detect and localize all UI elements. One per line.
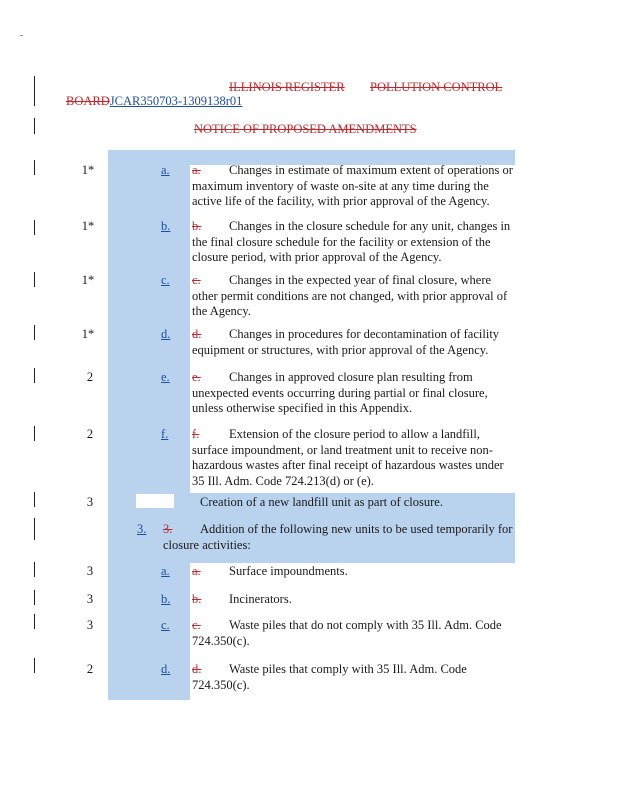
item-text: Changes in procedures for decontamination of facility equipment or structures, with prior approval of the Agency. [192,327,500,357]
item-new-label: c. [161,273,170,287]
sub-item-old-label: a. [192,564,201,578]
sub-item-new-label: a. [161,564,170,578]
change-bar [34,614,35,629]
item-class: 1* [81,273,95,287]
change-bar [34,368,35,383]
item-text: Changes in approved closure plan resulting from unexpected events occurring during partial or final closure, unless otherwise specified in this Appendix. [192,370,488,415]
item-old-label: b. [192,219,202,233]
change-bar [34,492,35,507]
sub-item-new-label: c. [161,618,170,632]
addition-old-label: 3. [163,522,173,536]
notice-title: NOTICE OF PROPOSED AMENDMENTS [194,122,417,136]
sub-item-text: Surface impoundments. [229,564,348,578]
item-old-label: f. [192,427,200,441]
item-class: 1* [81,327,95,341]
sub-item-text: Waste piles that comply with 35 Ill. Adm. Code 724.350(c). [192,662,467,692]
highlight-gap [136,494,174,508]
sub-item-text: Incinerators. [229,592,292,606]
item-new-label: f. [161,427,169,441]
margin-tick [20,35,23,36]
change-bar [34,562,35,577]
sub-item-class: 2 [86,662,94,676]
addition-new-label: 3. [137,522,147,536]
board-name-line2: BOARD [66,94,110,108]
jcar-code: JCAR350703-1309138r01 [109,94,243,108]
item-class: 2 [86,427,94,441]
item-old-label: e. [192,370,201,384]
sub-item-old-label: d. [192,662,202,676]
change-bar [34,220,35,235]
sub-item-text: Waste piles that do not comply with 35 Ill. Adm. Code 724.350(c). [192,618,502,648]
register-title: ILLINOIS REGISTER [229,80,345,94]
item-text: Changes in the expected year of final closure, where other permit conditions are not changed, with prior approval of the Agency. [192,273,508,318]
change-bar [34,118,35,134]
item-new-label: b. [161,219,171,233]
highlight-left-column [108,150,190,700]
item-text: Extension of the closure period to allow a landfill, surface impoundment, or land treatment unit to receive non-hazardous wastes after final receipt of hazardous wastes under 35 Ill. Adm. Code 724.213(d) or (e). [192,427,504,488]
change-bar [34,76,35,106]
item-new-label: e. [161,370,170,384]
item-class: 2 [86,370,94,384]
change-bar [34,590,35,605]
change-bar [34,426,35,441]
board-name-line1: POLLUTION CONTROL [370,80,503,94]
sub-item-old-label: b. [192,592,202,606]
change-bar [34,658,35,673]
item-text: Changes in estimate of maximum extent of operations or maximum inventory of waste on-site at any time during the active life of the facility, with prior approval of the Agency. [192,163,513,208]
item-new-label: a. [161,163,170,177]
sub-item-new-label: b. [161,592,171,606]
creation-text: Creation of a new landfill unit as part of closure. [200,495,443,509]
item-class: 1* [81,219,95,233]
change-bar [34,160,35,175]
item-new-label: d. [161,327,171,341]
sub-item-old-label: c. [192,618,201,632]
item-old-label: c. [192,273,201,287]
board-jcar-line [66,94,242,109]
sub-item-class: 3 [86,592,94,606]
change-bar [34,325,35,340]
sub-item-class: 3 [86,618,94,632]
creation-class: 3 [86,495,94,509]
item-old-label: d. [192,327,202,341]
change-bar [34,518,35,540]
item-old-label: a. [192,163,201,177]
item-text: Changes in the closure schedule for any unit, changes in the final closure schedule for the facility or extension of the closure period, with prior approval of the Agency. [192,219,511,264]
sub-item-class: 3 [86,564,94,578]
sub-item-new-label: d. [161,662,171,676]
change-bar [34,272,35,287]
addition-text: Addition of the following new units to be used temporarily for closure activities: [163,522,513,552]
item-class: 1* [81,163,95,177]
